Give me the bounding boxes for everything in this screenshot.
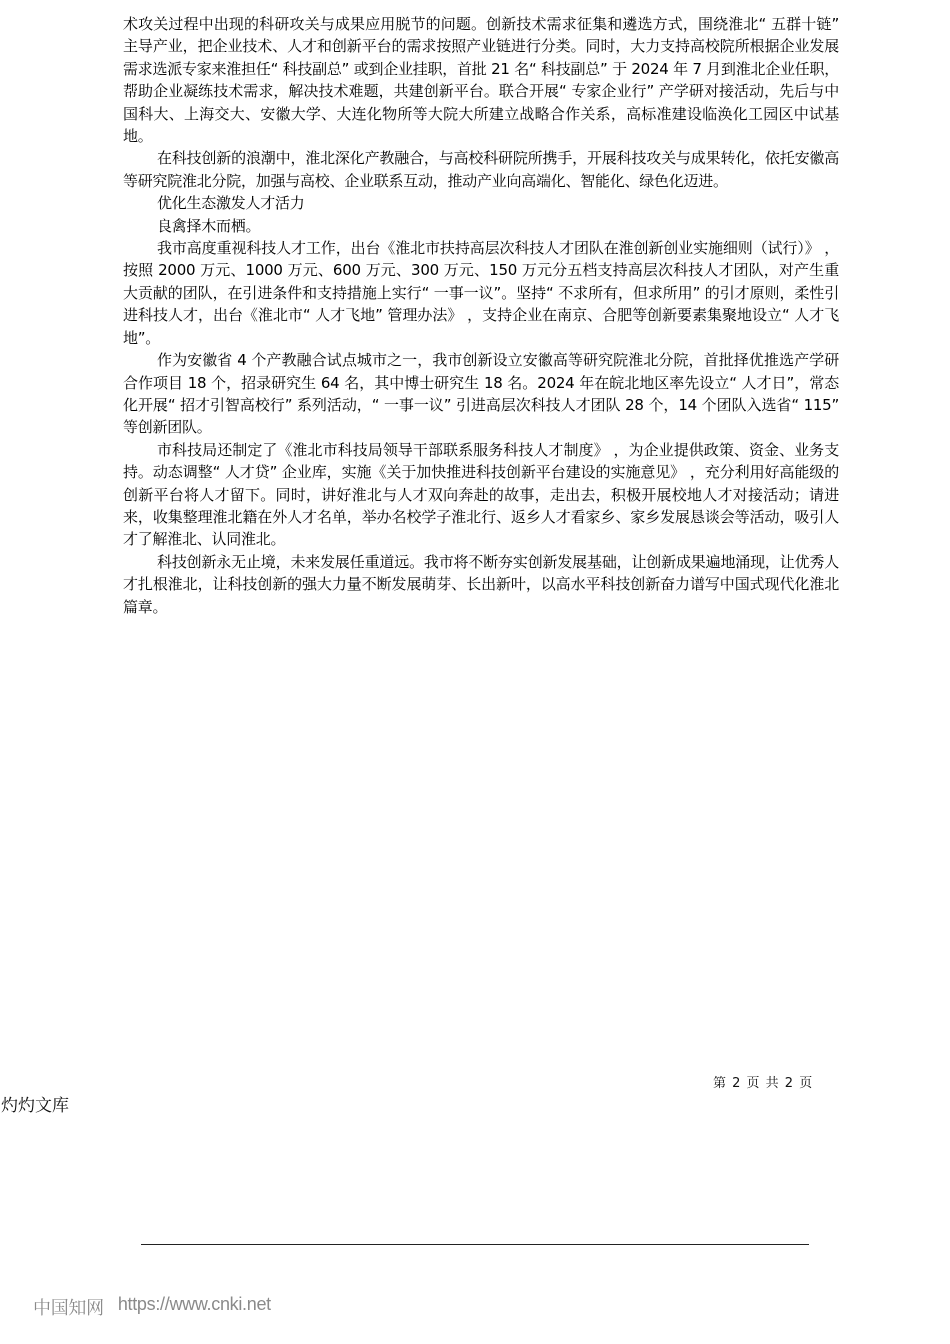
paragraph-continuation: 术攻关过程中出现的科研攻关与成果应用脱节的问题。创新技术需求征集和遴选方式，围绕淮北“ 五群十链” 主导产业，把企业技术、人才和创新平台的需求按照产业链进行分类。同时，大力支持高校院所根据企业发展需求选派专家来淮担任“ 科技副总” 或到企业挂职，首批 21 名“ 科技副总” 于 2024 年 7 月到淮北企业任职，帮助企业凝练技术需求，解决技术难题，共建创新平台。联合开展“ 专家企业行” 产学研对接活动，先后与中国科大、上海交大、安徽大学、大连化物所等大院大所建立战略合作关系，高标准建设临涣化工园区中试基地。 [123, 15, 839, 146]
page-number: 第 2 页 共 2 页 [713, 1076, 814, 1091]
paragraph-tech-bureau: 市科技局还制定了《淮北市科技局领导干部联系服务科技人才制度》 ，为企业提供政策、资金、业务支持。动态调整“ 人才贷” 企业库，实施《关于加快推进科技创新平台建设的实施意见》 ，充分利用好高能级的创新平台将人才留下。同时，讲好淮北与人才双向奔赴的故事，走出去，积极开展校地人才对接活动；请进来，收集整理淮北籍在外人才名单，举办名校学子淮北行、返乡人才看家乡、家乡发展恳谈会等活动，吸引人才了解淮北、认同淮北。 [123, 440, 839, 549]
section-heading: 优化生态激发人才活力 [157, 194, 305, 213]
paragraph-talent-policy: 我市高度重视科技人才工作，出台《淮北市扶持高层次科技人才团队在淮创新创业实施细则（试行）》 ，按照 2000 万元、1000 万元、600 万元、300 万元、150 万元分五档支持高层次科技人才团队，对产生重大贡献的团队，在引进条件和支持措施上实行“ 一事一议”。坚持“ 不求所有，但求所用” 的引才原则，柔性引进科技人才，出台《淮北市“ 人才飞地” 管理办法》 ，支持企业在南京、合肥等创新要素集聚地设立“ 人才飞地”。 [123, 239, 839, 347]
paragraph-industry-education: 在科技创新的浪潮中，淮北深化产教融合，与高校科研院所携手，开展科技攻关与成果转化，依托安徽高等研究院淮北分院，加强与高校、企业联系互动，推动产业向高端化、智能化、绿色化迈进。 [123, 149, 839, 190]
paragraph-conclusion: 科技创新永无止境，未来发展任重道远。我市将不断夯实创新发展基础，让创新成果遍地涌现，让优秀人才扎根淮北，让科技创新的强大力量不断发展萌芽、长出新叶，以高水平科技创新奋力谱写中国式现代化淮北篇章。 [123, 552, 839, 616]
source-footer [33, 1294, 271, 1320]
document-body [123, 13, 839, 618]
source-name: 中国知网 [33, 1298, 104, 1318]
section-lead: 良禽择木而栖。 [157, 216, 261, 235]
watermark-label: 灼灼文库 [1, 1096, 69, 1116]
footer-divider [141, 1244, 809, 1245]
paragraph-pilot-city: 作为安徽省 4 个产教融合试点城市之一，我市创新设立安徽高等研究院淮北分院，首批择优推选产学研合作项目 18 个，招录研究生 64 名，其中博士研究生 18 名。2024 年在皖北地区率先设立“ 人才日”，常态化开展“ 招才引智高校行” 系列活动，“ 一事一议” 引进高层次科技人才团队 28 个，14 个团队入选省“ 115” 等创新团队。 [123, 351, 839, 437]
source-url[interactable]: https://www.cnki.net [117, 1294, 271, 1314]
